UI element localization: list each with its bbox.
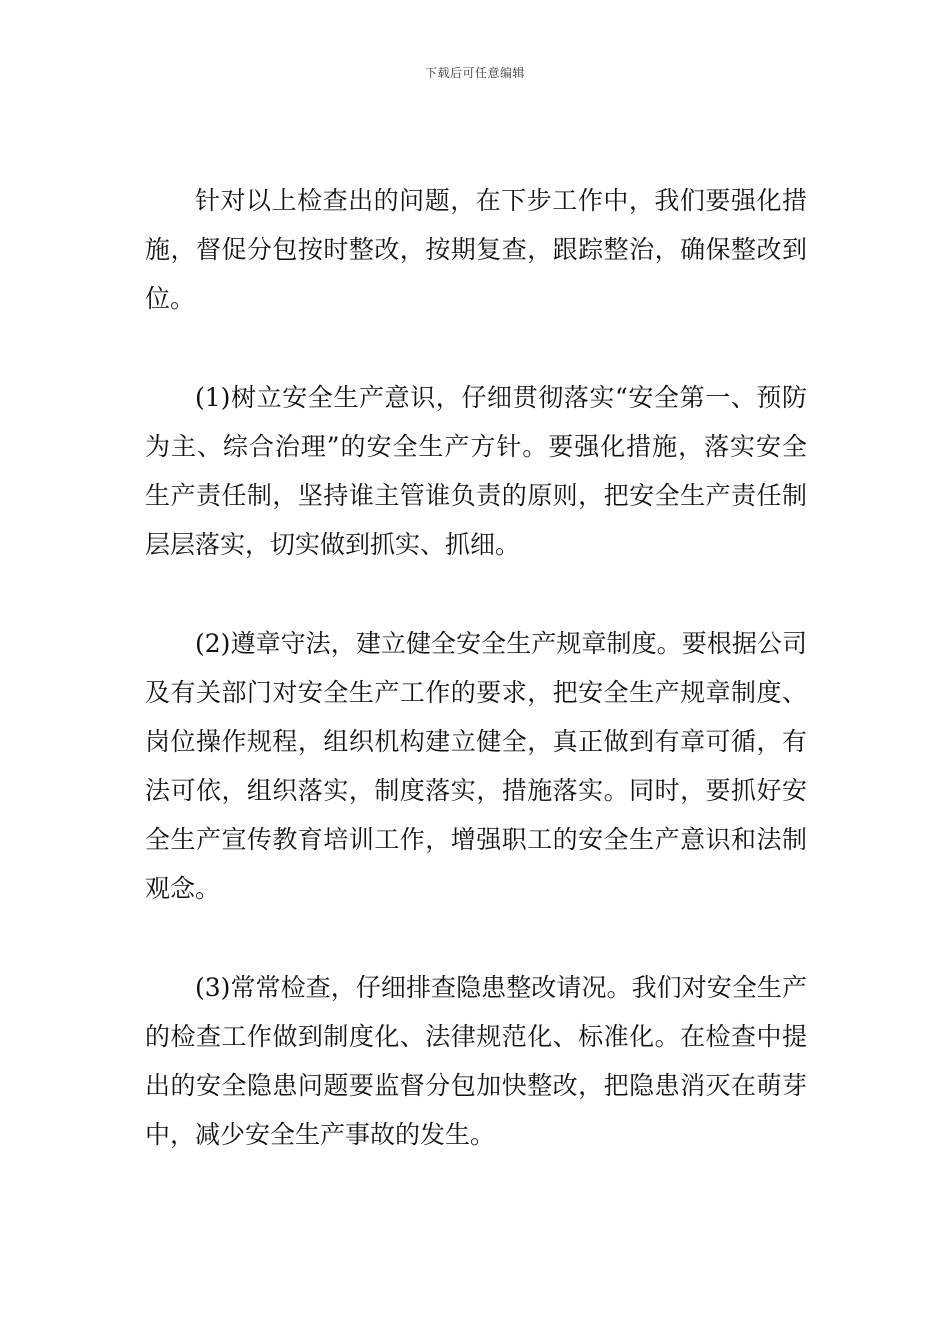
paragraph-intro: 针对以上检查出的问题，在下步工作中，我们要强化措施，督促分包按时整改，按期复查，跟踪整治，确保整改到位。 (145, 186, 807, 313)
document-body (145, 176, 807, 1159)
page-header-note: 下载后可任意编辑 (424, 66, 525, 80)
paragraph-item-3: (3)常常检查，仔细排查隐患整改请况。我们对安全生产的检查工作做到制度化、法律规范化、标准化。在检查中提出的安全隐患问题要监督分包加快整改，把隐患消灭在萌芽中，减少安全生产事故的发生。 (145, 973, 807, 1149)
paragraph-item-2: (2)遵章守法，建立健全安全生产规章制度。要根据公司及有关部门对安全生产工作的要求，把安全生产规章制度、岗位操作规程，组织机构建立健全，真正做到有章可循，有法可依，组织落实，制度落实，措施落实。同时，要抓好安全生产宣传教育培训工作，增强职工的安全生产意识和法制观念。 (145, 629, 807, 903)
paragraph-item-1: (1)树立安全生产意识，仔细贯彻落实“安全第一、预防为主、综合治理”的安全生产方针。要强化措施，落实安全生产责任制，坚持谁主管谁负责的原则，把安全生产责任制层层落实，切实做到抓实、抓细。 (145, 383, 807, 559)
